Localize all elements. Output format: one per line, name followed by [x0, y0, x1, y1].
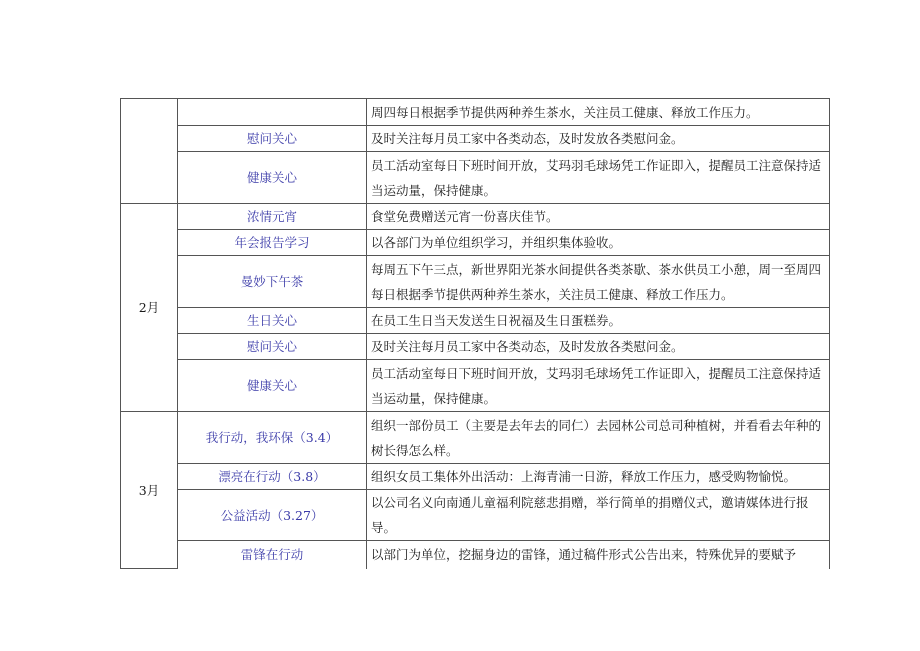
table-row	[121, 308, 830, 334]
table-row	[121, 464, 830, 490]
item-cell: 我行动，我环保（3.4）	[178, 412, 367, 464]
month-cell	[121, 99, 178, 204]
desc-cell: 及时关注每月员工家中各类动态，及时发放各类慰问金。	[367, 334, 830, 360]
table-row	[121, 541, 830, 569]
table-row	[121, 412, 830, 464]
desc-cell: 以各部门为单位组织学习，并组织集体验收。	[367, 230, 830, 256]
item-cell: 曼妙下午茶	[178, 256, 367, 308]
month-cell: 2月	[121, 204, 178, 412]
table-row	[121, 490, 830, 541]
item-cell: 健康关心	[178, 360, 367, 412]
item-cell: 漂亮在行动（3.8）	[178, 464, 367, 490]
item-cell: 浓情元宵	[178, 204, 367, 230]
table-row	[121, 126, 830, 152]
table-row	[121, 152, 830, 204]
table-row	[121, 256, 830, 308]
desc-cell: 及时关注每月员工家中各类动态，及时发放各类慰问金。	[367, 126, 830, 152]
activity-table	[120, 98, 830, 569]
item-cell: 公益活动（3.27）	[178, 490, 367, 541]
desc-cell: 每周五下午三点，新世界阳光茶水间提供各类茶歇、茶水供员工小憩，周一至周四每日根据季节提供两种养生茶水，关注员工健康、释放工作压力。	[367, 256, 830, 308]
desc-cell: 以公司名义向南通儿童福利院慈悲捐赠，举行简单的捐赠仪式，邀请媒体进行报导。	[367, 490, 830, 541]
table-row	[121, 99, 830, 126]
desc-cell: 组织女员工集体外出活动：上海青浦一日游，释放工作压力，感受购物愉悦。	[367, 464, 830, 490]
table-row	[121, 360, 830, 412]
item-cell: 慰问关心	[178, 126, 367, 152]
item-cell: 生日关心	[178, 308, 367, 334]
item-cell: 慰问关心	[178, 334, 367, 360]
desc-cell: 员工活动室每日下班时间开放，艾玛羽毛球场凭工作证即入，提醒员工注意保持适当运动量，保持健康。	[367, 152, 830, 204]
item-cell: 雷锋在行动	[178, 541, 367, 569]
table-row	[121, 334, 830, 360]
item-cell: 健康关心	[178, 152, 367, 204]
desc-cell: 组织一部份员工（主要是去年去的同仁）去园林公司总司种植树，并看看去年种的树长得怎么样。	[367, 412, 830, 464]
item-cell	[178, 99, 367, 126]
table-row	[121, 230, 830, 256]
desc-cell: 周四每日根据季节提供两种养生茶水，关注员工健康、释放工作压力。	[367, 99, 830, 126]
month-cell: 3月	[121, 412, 178, 569]
desc-cell: 在员工生日当天发送生日祝福及生日蛋糕券。	[367, 308, 830, 334]
desc-cell: 以部门为单位，挖掘身边的雷锋，通过稿件形式公告出来，特殊优异的要赋予	[367, 541, 830, 569]
table-row	[121, 204, 830, 230]
desc-cell: 食堂免费赠送元宵一份喜庆佳节。	[367, 204, 830, 230]
item-cell: 年会报告学习	[178, 230, 367, 256]
desc-cell: 员工活动室每日下班时间开放，艾玛羽毛球场凭工作证即入，提醒员工注意保持适当运动量，保持健康。	[367, 360, 830, 412]
